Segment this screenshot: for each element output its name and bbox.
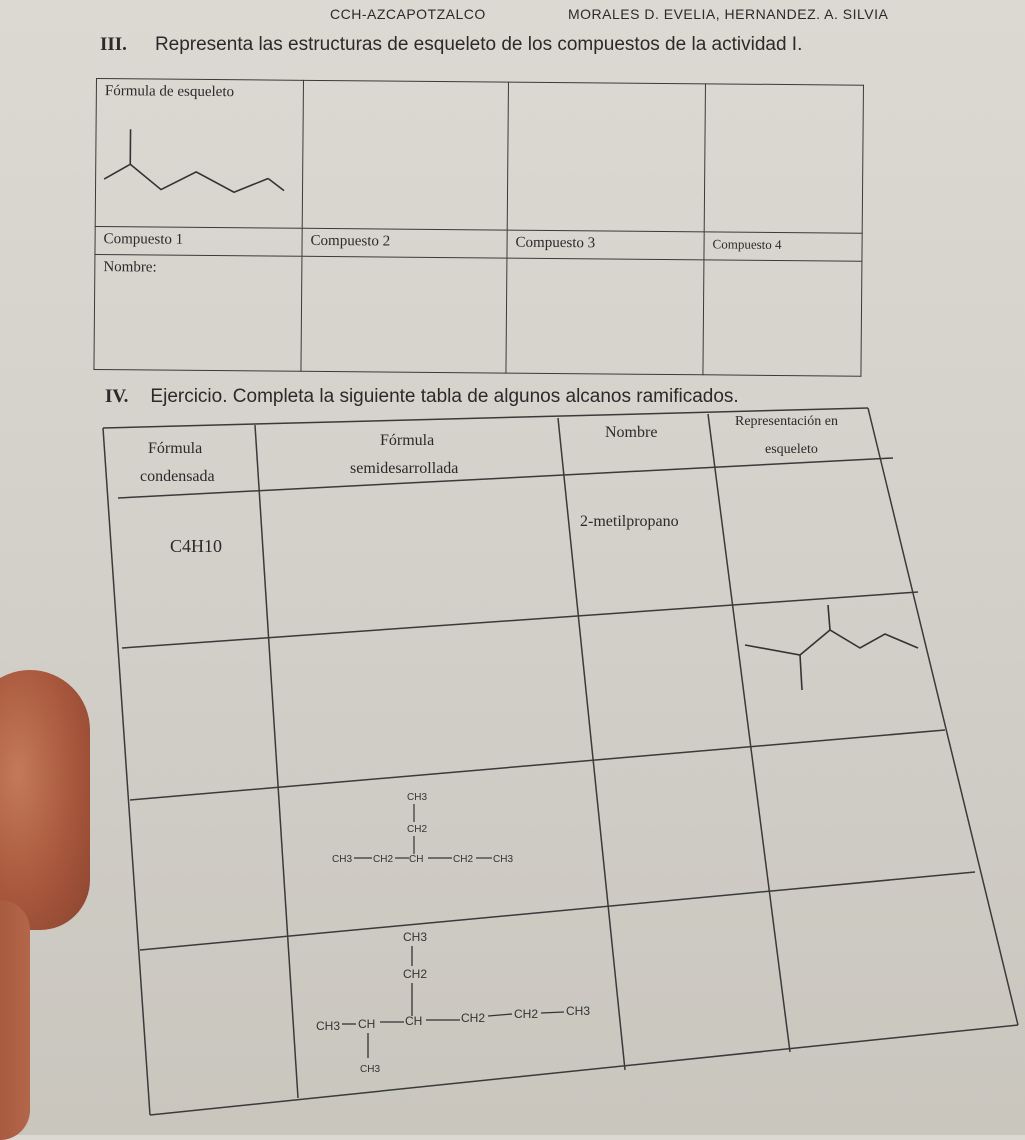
row3-chain-4: CH2 [453, 854, 474, 865]
row1-name: 2-metilpropano [580, 513, 679, 530]
row4-bottom-ch3: CH3 [360, 1064, 381, 1075]
name-label: Nombre: [94, 254, 302, 371]
header-col2-line2: semidesarrollada [350, 460, 459, 477]
section-4-number: IV. [105, 386, 129, 407]
header-col4-line2: esqueleto [765, 442, 818, 457]
header-col2-line1: Fórmula [380, 432, 435, 449]
school-name: CCH-AZCAPOTZALCO [330, 6, 486, 22]
row4-chain-5: CH2 [514, 1007, 539, 1021]
compound-1-label: Compuesto 1 [95, 226, 302, 256]
row4-chain-2: CH [358, 1017, 376, 1031]
row3-top-ch3: CH3 [407, 792, 428, 803]
section-4-text: Ejercicio. Completa la siguiente tabla de algunos alcanos ramificados. [150, 386, 739, 407]
header-col1-line1: Fórmula [148, 440, 203, 457]
row3-chain-3: CH [409, 854, 424, 865]
row4-top-ch3: CH3 [403, 930, 428, 944]
section-3-text: Representa las estructuras de esqueleto de los compuestos de la actividad I. [154, 34, 803, 55]
compound-2-label: Compuesto 2 [302, 228, 507, 258]
row4-chain-6: CH3 [566, 1004, 591, 1018]
row4-chain-4: CH2 [461, 1011, 486, 1025]
section-3-number: III. [100, 34, 127, 55]
authors: MORALES D. EVELIA, HERNANDEZ. A. SILVIA [568, 6, 889, 22]
thumb [0, 670, 90, 930]
row3-chain-1: CH3 [332, 854, 353, 865]
header-col1-line2: condensada [140, 468, 215, 485]
finger [0, 900, 30, 1140]
formula-label: Fórmula de esqueleto [104, 83, 235, 101]
row4-mid-ch2: CH2 [403, 967, 428, 981]
row1-condensed: C4H10 [170, 536, 223, 556]
header-col4-line1: Representación en [735, 414, 839, 429]
row3-mid-ch2: CH2 [407, 824, 428, 835]
header-col3: Nombre [605, 424, 658, 441]
row4-chain-1: CH3 [316, 1019, 341, 1033]
row3-chain-2: CH2 [373, 854, 394, 865]
row2-skeleton [745, 605, 918, 690]
row4-chain-3: CH [405, 1014, 423, 1028]
compound-4-label: Compuesto 4 [704, 232, 862, 261]
row3-chain-5: CH3 [493, 854, 514, 865]
compound-3-label: Compuesto 3 [507, 230, 704, 260]
